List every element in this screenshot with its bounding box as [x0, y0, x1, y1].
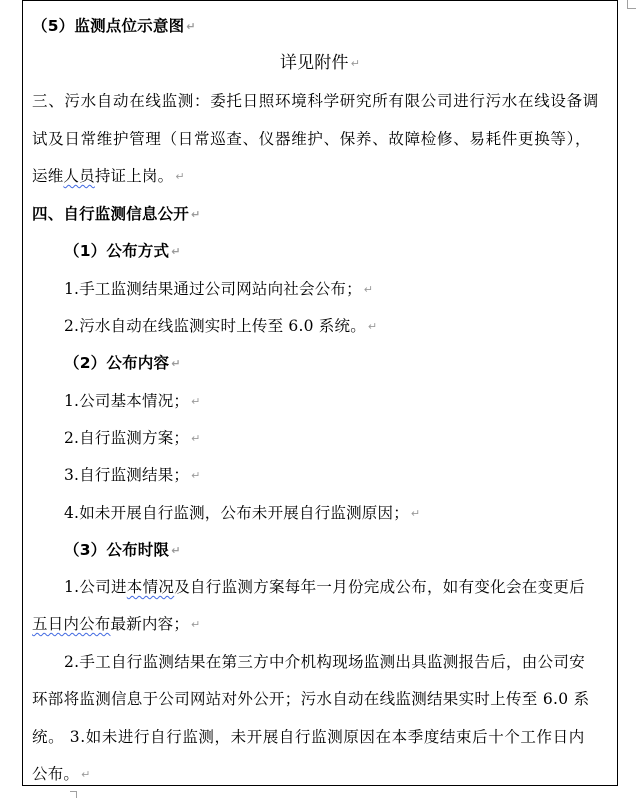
paragraph-mark-icon: ↵	[191, 395, 201, 408]
paragraph-mark-icon: ↵	[350, 56, 361, 70]
heading-text: （5）监测点位示意图	[32, 17, 185, 35]
section3-text-3c: 持证上岗。	[94, 167, 174, 185]
section3-line3	[32, 166, 612, 187]
pub-time-item-2-text-2: 环部将监测信息于公司网站对外公开；污水自动在线监测结果实时上传至 6.0 系	[32, 690, 590, 708]
paragraph-mark-icon: ↵	[410, 507, 421, 520]
paragraph-mark-icon: ↵	[171, 543, 181, 557]
paragraph-mark-icon: ↵	[175, 170, 185, 183]
pub-method-item-2-text: 2.污水自动在线监测实时上传至 6.0 系统。	[64, 317, 366, 335]
pub-time-item-2-text-3: 统。 3.如未进行自行监测，未开展自行监测原因在本季度结束后十个工作日内	[32, 728, 585, 746]
paragraph-mark-icon: ↵	[186, 19, 196, 33]
section4-title	[32, 204, 612, 225]
pub-time-item-1-text-c: 及自行监测方案每年一月份完成公布，如有变化会在变更后	[174, 578, 586, 596]
pub-time-title	[64, 540, 640, 561]
pub-method-item-1	[64, 279, 640, 300]
section3-line1	[32, 91, 612, 111]
paragraph-mark-icon: ↵	[191, 618, 201, 631]
pub-time-item-1-text-a: 1.公司进	[64, 578, 127, 596]
pub-time-item-2-text-4: 公布。	[32, 765, 80, 783]
pub-time-item-2-text-1: 2.手工自行监测结果在第三方中介机构现场监测出具监测报告后，由公司安	[64, 653, 585, 671]
section3-text-2: 试及日常维护管理（日常巡查、仪器维护、保养、故障检修、易耗件更换等），	[32, 130, 592, 148]
section3-line2	[32, 129, 612, 149]
spellcheck-underlined-phrase: 五日内公布	[32, 615, 111, 633]
pub-content-item-3-text: 3.自行监测结果；	[64, 466, 190, 484]
pub-method-title-text: （1）公布方式	[64, 242, 170, 260]
pub-content-item-4	[64, 503, 640, 524]
pub-content-title	[64, 353, 640, 374]
paragraph-mark-icon: ↵	[191, 207, 201, 221]
pub-method-item-2	[64, 316, 640, 337]
pub-content-item-4-text: 4.如未开展自行监测，公布未开展自行监测原因；	[64, 504, 409, 522]
pub-content-item-2	[64, 428, 640, 449]
pub-content-item-1-text: 1.公司基本情况；	[64, 392, 190, 410]
pub-time-item-2-line3	[32, 727, 612, 747]
spellcheck-underlined-word: 本情况	[126, 578, 175, 596]
paragraph-mark-icon: ↵	[171, 244, 181, 258]
paragraph-mark-icon: ↵	[171, 356, 181, 370]
paragraph-mark-icon: ↵	[191, 469, 201, 482]
pub-time-item-1-text-2b: 最新内容；	[110, 615, 190, 633]
pub-time-title-text: （3）公布时限	[64, 541, 170, 559]
paragraph-mark-icon: ↵	[363, 283, 374, 296]
paragraph-mark-icon: ↵	[191, 432, 201, 445]
pub-method-title	[64, 241, 640, 262]
section3-text-1: 三、污水自动在线监测：委托日照环境科学研究所有限公司进行污水在线设备调	[32, 92, 600, 110]
pub-time-item-1-line2	[32, 614, 612, 635]
pub-content-title-text: （2）公布内容	[64, 354, 170, 372]
pub-method-item-1-text: 1.手工监测结果通过公司网站向社会公布；	[64, 280, 362, 298]
see-attachment-label: 详见附件	[279, 53, 349, 73]
pub-content-item-3	[64, 465, 640, 486]
pub-time-item-2-line2	[32, 689, 612, 709]
pub-time-item-1-line1	[64, 577, 640, 597]
see-attachment-text	[22, 53, 618, 74]
page-corner-mark-bottom	[70, 791, 77, 798]
section4-title-text: 四、自行监测信息公开	[32, 205, 190, 223]
paragraph-mark-icon: ↵	[367, 320, 378, 333]
heading-monitoring-points	[32, 16, 612, 37]
pub-time-item-2-line1	[64, 652, 640, 672]
pub-content-item-2-text: 2.自行监测方案；	[64, 429, 190, 447]
paragraph-mark-icon: ↵	[81, 768, 91, 781]
spellcheck-underlined-word: 人员	[63, 167, 95, 185]
pub-content-item-1	[64, 391, 640, 412]
pub-time-item-2-line4	[32, 764, 612, 785]
page-corner-mark	[627, 0, 636, 9]
section3-text-3a: 运维	[32, 167, 64, 185]
